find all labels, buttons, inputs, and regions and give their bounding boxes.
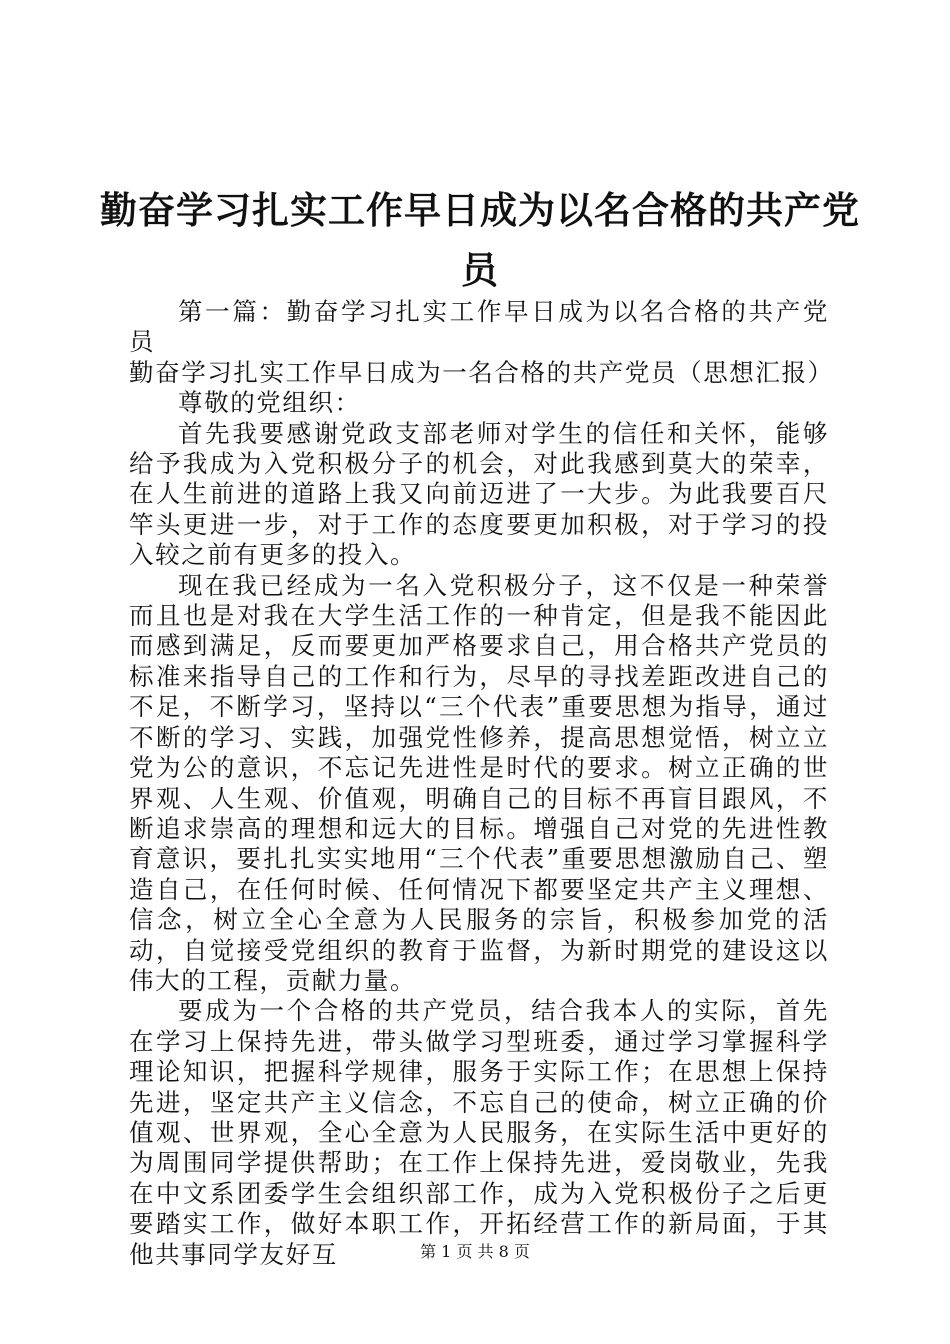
page-footer: 第 1 页 共 8 页 [420, 1242, 530, 1261]
document-title: 勤奋学习扎实工作早日成为以名合格的共产党员 [100, 188, 860, 292]
body-paragraph: 现在我已经成为一名入党积极分子，这不仅是一种荣誉而且也是对我在大学生活工作的一种肯定，但是我不能因此而感到满足，反而要更加严格要求自己，用合格共产党员的标准来指导自己的工作和行为，尽早的寻找差距改进自己的不足，不断学习，坚持以“三个代表”重要思想为指导，通过不断的学习、实践，加强党性修养，提高思想觉悟，树立立党为公的意识，不忘记先进性是时代的要求。树立正确的世界观、人生观、价值观，明确自己的目标不再盲目跟风，不断追求崇高的理想和远大的目标。增强自己对党的先进性教育意识，要扎扎实实地用“三个代表”重要思想激励自己、塑造自己，在任何时候、任何情况下都要坚定共产主义理想、信念，树立全心全意为人民服务的宗旨，积极参加党的活动，自觉接受党组织的教育于监督，为新时期党的建设这以伟大的工程，贡献力量。 [129, 570, 829, 995]
body-paragraph: 首先我要感谢党政支部老师对学生的信任和关怀，能够给予我成为入党积极分子的机会，对此我感到莫大的荣幸，在人生前进的道路上我又向前迈进了一大步。为此我要百尺竿头更进一步，对于工作的态度要更加积极，对于学习的投入较之前有更多的投入。 [129, 418, 829, 570]
body-paragraph: 要成为一个合格的共产党员，结合我本人的实际，首先在学习上保持先进，带头做学习型班委，通过学习掌握科学理论知识，把握科学规律，服务于实际工作；在思想上保持先进，坚定共产主义信念，不忘自己的使命，树立正确的价值观、世界观，全心全意为人民服务，在实际生活中更好的为周围同学提供帮助；在工作上保持先进，爱岗敬业，先我在中文系团委学生会组织部工作，成为入党积极份子之后更要踏实工作，做好本职工作，开拓经营工作的新局面，于其他共事同学友好互 [129, 996, 829, 1269]
salutation: 尊敬的党组织： [178, 388, 361, 418]
document-body [129, 297, 834, 1270]
report-subtitle: 勤奋学习扎实工作早日成为一名合格的共产党员（思想汇报） [129, 357, 834, 387]
section-heading: 第一篇：勤奋学习扎实工作早日成为以名合格的共产党员 [129, 297, 829, 357]
